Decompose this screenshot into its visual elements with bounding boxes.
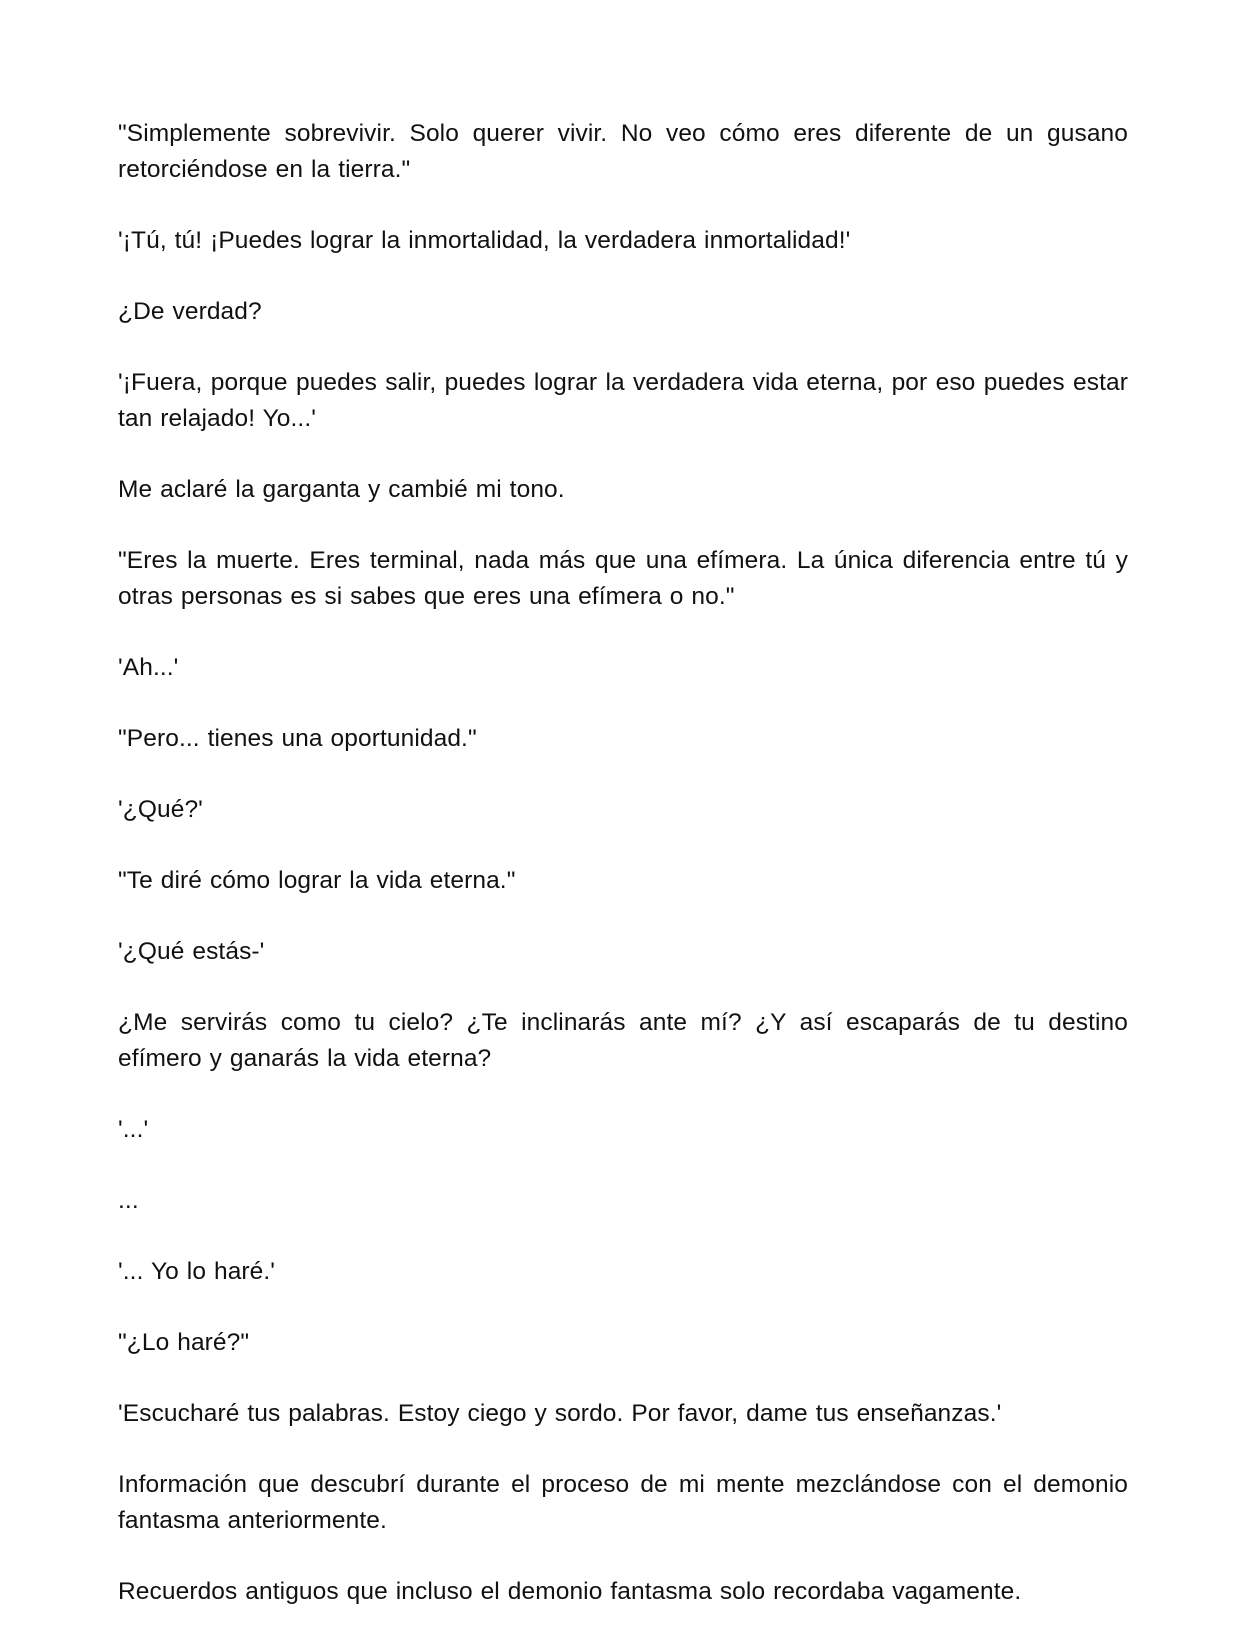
paragraph-9: '¿Qué?' [118,796,203,823]
paragraph-11: '¿Qué estás-' [118,938,265,965]
paragraph-16: "¿Lo haré?" [118,1329,250,1356]
paragraph-8: "Pero... tienes una oportunidad." [118,725,477,752]
paragraph-5: Me aclaré la garganta y cambié mi tono. [118,476,565,503]
paragraph-17: 'Escucharé tus palabras. Estoy ciego y sordo. Por favor, dame tus enseñanzas.' [118,1400,1002,1427]
paragraph-6: "Eres la muerte. Eres terminal, nada más que una efímera. La única diferencia entre tú y otras personas es si sabes que eres una efímera o no." [118,547,1128,610]
paragraph-12: ¿Me servirás como tu cielo? ¿Te inclinarás ante mí? ¿Y así escaparás de tu destino efímero y ganarás la vida eterna? [118,1009,1128,1072]
paragraph-13: '...' [118,1116,149,1143]
paragraph-3: ¿De verdad? [118,298,262,325]
paragraph-4: '¡Fuera, porque puedes salir, puedes lograr la verdadera vida eterna, por eso puedes estar tan relajado! Yo...' [118,369,1128,432]
paragraph-15: '... Yo lo haré.' [118,1258,276,1285]
paragraph-18: Información que descubrí durante el proceso de mi mente mezclándose con el demonio fantasma anteriormente. [118,1471,1128,1534]
paragraph-7: 'Ah...' [118,654,179,681]
paragraph-19: Recuerdos antiguos que incluso el demonio fantasma solo recordaba vagamente. [118,1578,1022,1605]
paragraph-10: "Te diré cómo lograr la vida eterna." [118,867,516,894]
paragraph-1: "Simplemente sobrevivir. Solo querer vivir. No veo cómo eres diferente de un gusano retorciéndose en la tierra." [118,120,1128,183]
paragraph-2: '¡Tú, tú! ¡Puedes lograr la inmortalidad, la verdadera inmortalidad!' [118,227,851,254]
document-page [118,116,1128,1645]
paragraph-14: ... [118,1187,139,1214]
